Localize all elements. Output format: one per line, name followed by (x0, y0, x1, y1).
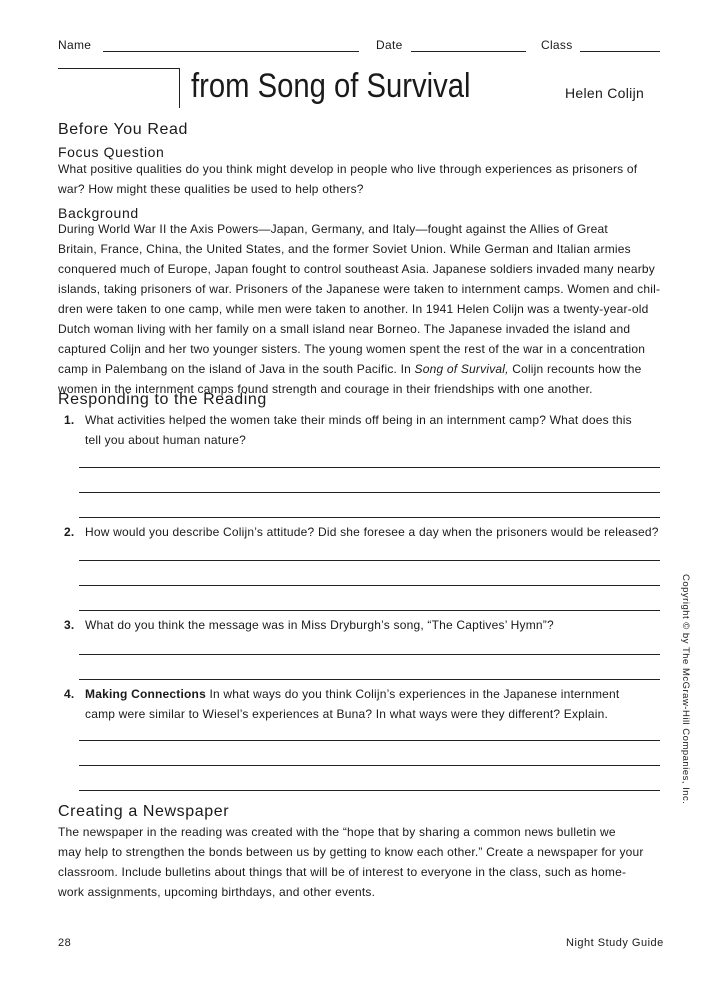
question-3: 3. What do you think the message was in Miss Dryburgh’s song, “The Captives’ Hymn”? (64, 615, 664, 635)
answer-line[interactable] (79, 492, 660, 493)
question-number: 2. (64, 525, 75, 539)
class-field[interactable] (580, 51, 660, 52)
page-number: 28 (58, 937, 72, 949)
answer-line[interactable] (79, 585, 660, 586)
question-2: 2. How would you describe Colijn’s attitude? Did she foresee a day when the prisoners would be released? (64, 522, 664, 542)
responding-heading: Responding to the Reading (58, 391, 267, 408)
question-4: 4. Making Connections In what ways do you think Colijn’s experiences in the Japanese internment camp were similar to Wiesel’s experiences at Buna? In what ways were they different? Explain. (64, 684, 664, 724)
before-you-read-heading: Before You Read (58, 121, 188, 138)
answer-line[interactable] (79, 517, 660, 518)
answer-line[interactable] (79, 740, 660, 741)
copyright-notice: Copyright © by The McGraw-Hill Companies, Inc. (680, 574, 691, 805)
creating-newspaper-heading: Creating a Newspaper (58, 803, 230, 820)
answer-line[interactable] (79, 560, 660, 561)
answer-line[interactable] (79, 467, 660, 468)
answer-line[interactable] (79, 610, 660, 611)
name-label: Name (58, 38, 92, 52)
page-title: from Song of Survival (191, 67, 471, 105)
guide-title: Night Study Guide (566, 937, 664, 949)
date-label: Date (376, 38, 403, 52)
answer-line[interactable] (79, 765, 660, 766)
title-bracket (58, 68, 180, 108)
focus-question-text: What positive qualities do you think might develop in people who live through experiences as prisoners of war? How might these qualities be used to help others? (58, 162, 638, 196)
making-connections-label: Making Connections (85, 687, 206, 701)
author-name: Helen Colijn (565, 85, 645, 101)
question-number: 1. (64, 413, 75, 427)
question-1: 1. What activities helped the women take their minds off being in an internment camp? What does this tell you about human nature? (64, 410, 664, 450)
answer-line[interactable] (79, 654, 660, 655)
date-field[interactable] (411, 51, 526, 52)
focus-question-heading: Focus Question (58, 144, 165, 160)
question-number: 4. (64, 687, 75, 701)
background-text: During World War II the Axis Powers—Japan, Germany, and Italy—fought against the Allies of Great Britain, France, China, the United States, and the former Soviet Union. While German and Italian armies conquered much of Europe, Japan fought to control southeast Asia. Japanese soldiers invaded many nearby islands, taking prisoners of war. Prisoners of the Japanese were taken to internment camps. Women and chil- dren were taken to one camp, while men were taken to another. In 1941 Helen Colijn was a twenty-year-old Dutch woman living with her family on a small island near Borneo. The Japanese invaded the island and captured Colijn and her two younger sisters. The young women spent the rest of the war in a concentration camp in Palembang on the island of Java in the south Pacific. In Song of Survival, Colijn recounts how the women in the internment camps found strength and courage in their friendships with one another. (58, 222, 661, 396)
answer-line[interactable] (79, 790, 660, 791)
question-number: 3. (64, 618, 75, 632)
newspaper-text: The newspaper in the reading was created with the “hope that by sharing a common news bulletin we may help to strengthen the bonds between us by getting to know each other.” Create a newspaper for your classroom. Include bulletins about things that will be of interest to everyone in the class, such as home- work assignments, upcoming birthdays, and other events. (58, 825, 644, 899)
background-heading: Background (58, 205, 139, 221)
name-field[interactable] (103, 51, 359, 52)
answer-line[interactable] (79, 679, 660, 680)
class-label: Class (541, 38, 573, 52)
